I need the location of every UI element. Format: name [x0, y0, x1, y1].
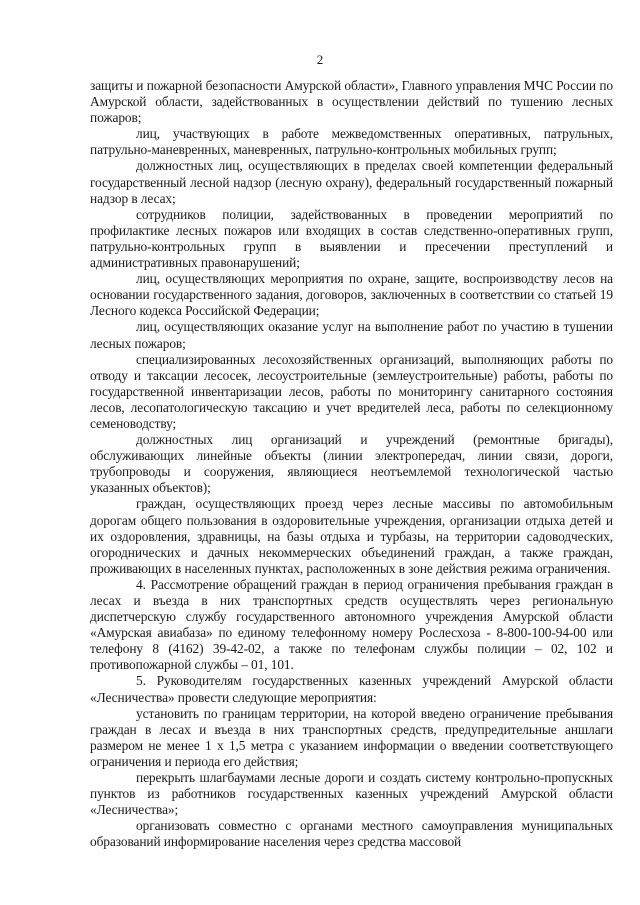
paragraph: сотрудников полиции, задействованных в проведении мероприятий по профилактике лесных пожаров или входящих в состав следственно-оперативных групп, патрульно-контрольных групп в выявлении и пресечении преступлений и административных правонарушений; [90, 206, 613, 271]
paragraph: граждан, осуществляющих проезд через лесные массивы по автомобильным дорогам общего пользования в оздоровительные учреждения, организации отдыха детей и их оздоровления, здравницы, на базы отдыха и турбазы, на территории садоводческих, огороднических и дачных некоммерческих объединений граждан, а также граждан, проживающих в населенных пунктах, расположенных в зоне действия режима ограничения. [90, 496, 613, 576]
document-body [90, 78, 613, 851]
paragraph: установить по границам территории, на которой введено ограничение пребывания граждан в лесах и въезда в них транспортных средств, предупредительные аншлаги размером не менее 1 х 1,5 метра с указанием информации о введении соответствующего ограничения и периода его действия; [90, 705, 613, 769]
paragraph: 4. Рассмотрение обращений граждан в период ограничения пребывания граждан в лесах и въезда в них транспортных средств осуществлять через региональную диспетчерскую службу государственного автономного учреждения Амурской области «Амурская авиабаза» по единому телефонному номеру Рослесхоза - 8-800-100-94-00 или телефону 8 (4162) 39-42-02, а также по телефонам службы полиции – 02, 102 и противопожарной службы – 01, 101. [90, 576, 613, 673]
paragraph: должностных лиц, осуществляющих в пределах своей компетенции федеральный государственный лесной надзор (лесную охрану), федеральный государственный пожарный надзор в лесах; [90, 158, 613, 206]
paragraph: перекрыть шлагбаумами лесные дороги и создать систему контрольно-пропускных пунктов из работников государственных казенных учреждений Амурской области «Лесничества»; [90, 770, 613, 818]
paragraph: 5. Руководителям государственных казенных учреждений Амурской области «Лесничества» провести следующие мероприятия: [90, 673, 613, 705]
paragraph: должностных лиц организаций и учреждений (ремонтные бригады), обслуживающих линейные объекты (линии электропередач, линии связи, дороги, трубопроводы и сооружения, являющиеся неотъемлемой технологической частью указанных объектов); [90, 432, 613, 496]
paragraph: лиц, участвующих в работе межведомственных оперативных, патрульных, патрульно-маневренных, маневренных, патрульно-контрольных мобильных групп; [90, 126, 613, 158]
page-number: 2 [316, 52, 324, 67]
paragraph: защиты и пожарной безопасности Амурской области», Главного управления МЧС России по Амурской области, задействованных в осуществлении действий по тушению лесных пожаров; [90, 78, 613, 126]
paragraph: организовать совместно с органами местного самоуправления муниципальных образований информирование населения через средства массовой [90, 818, 613, 850]
paragraph: лиц, осуществляющих оказание услуг на выполнение работ по участию в тушении лесных пожаров; [90, 319, 613, 351]
paragraph: специализированных лесохозяйственных организаций, выполняющих работы по отводу и таксации лесосек, лесоустроительные (землеустроительные) работы, работы по государственной инвентаризации лесов, работы по мониторингу санитарного состояния лесов, лесопатологическую таксацию и учет вредителей леса, работы по селекционному семеноводству; [90, 351, 613, 431]
paragraph: лиц, осуществляющих мероприятия по охране, защите, воспроизводству лесов на основании государственного задания, договоров, заключенных в соответствии со статьей 19 Лесного кодекса Российской Федерации; [90, 271, 613, 319]
